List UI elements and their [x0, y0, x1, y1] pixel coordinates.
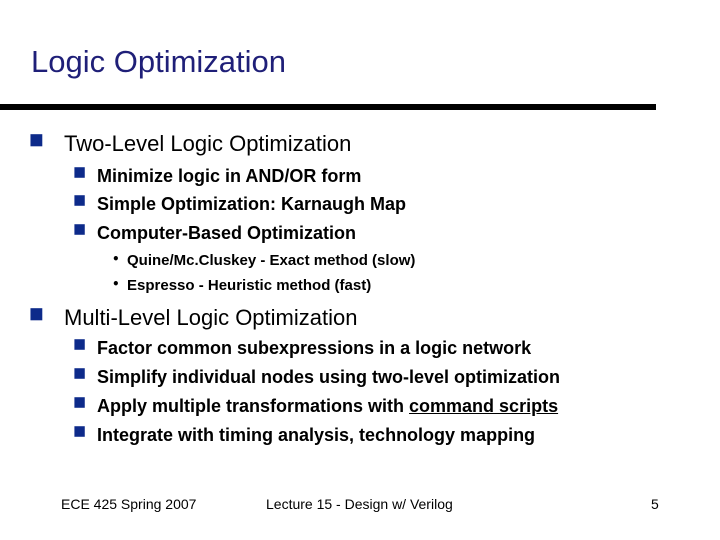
- section-heading: Multi-Level Logic Optimization: [64, 305, 358, 330]
- section-two-level: [30, 131, 352, 157]
- list-item: ⯀ Computer-Based Optimization: [74, 223, 357, 243]
- square-bullet-icon: ⯀: [74, 367, 86, 383]
- sub-list-item: • Quine/Mc.Cluskey - Exact method (slow): [112, 252, 416, 269]
- page-number: 5: [651, 496, 659, 512]
- section-multi-level: [30, 305, 358, 331]
- dot-bullet-icon: •: [112, 277, 120, 291]
- square-bullet-icon: ⯀: [74, 166, 86, 182]
- command-scripts-link[interactable]: command scripts: [409, 396, 559, 416]
- list-item: ⯀ Simple Optimization: Karnaugh Map: [74, 194, 407, 214]
- slide-title: Logic Optimization: [31, 44, 287, 79]
- section-heading: Two-Level Logic Optimization: [64, 131, 352, 156]
- list-item: ⯀ Factor common subexpressions in a logic network: [74, 338, 532, 358]
- list-item: ⯀ Integrate with timing analysis, technology mapping: [74, 425, 536, 445]
- title-divider: [0, 104, 656, 110]
- square-bullet-icon: ⯀: [30, 132, 43, 151]
- list-item: ⯀ Apply multiple transformations with command scripts: [74, 396, 559, 416]
- square-bullet-icon: ⯀: [74, 396, 86, 412]
- square-bullet-icon: ⯀: [74, 338, 86, 354]
- footer-lecture: Lecture 15 - Design w/ Verilog: [266, 496, 453, 512]
- sub-list-item: • Espresso - Heuristic method (fast): [112, 277, 372, 294]
- dot-bullet-icon: •: [112, 252, 120, 266]
- footer-course: ECE 425 Spring 2007: [61, 496, 197, 512]
- list-item: ⯀ Minimize logic in AND/OR form: [74, 166, 362, 186]
- square-bullet-icon: ⯀: [74, 425, 86, 441]
- square-bullet-icon: ⯀: [74, 194, 86, 210]
- list-item: ⯀ Simplify individual nodes using two-level optimization: [74, 367, 561, 387]
- square-bullet-icon: ⯀: [74, 223, 86, 239]
- square-bullet-icon: ⯀: [30, 306, 43, 325]
